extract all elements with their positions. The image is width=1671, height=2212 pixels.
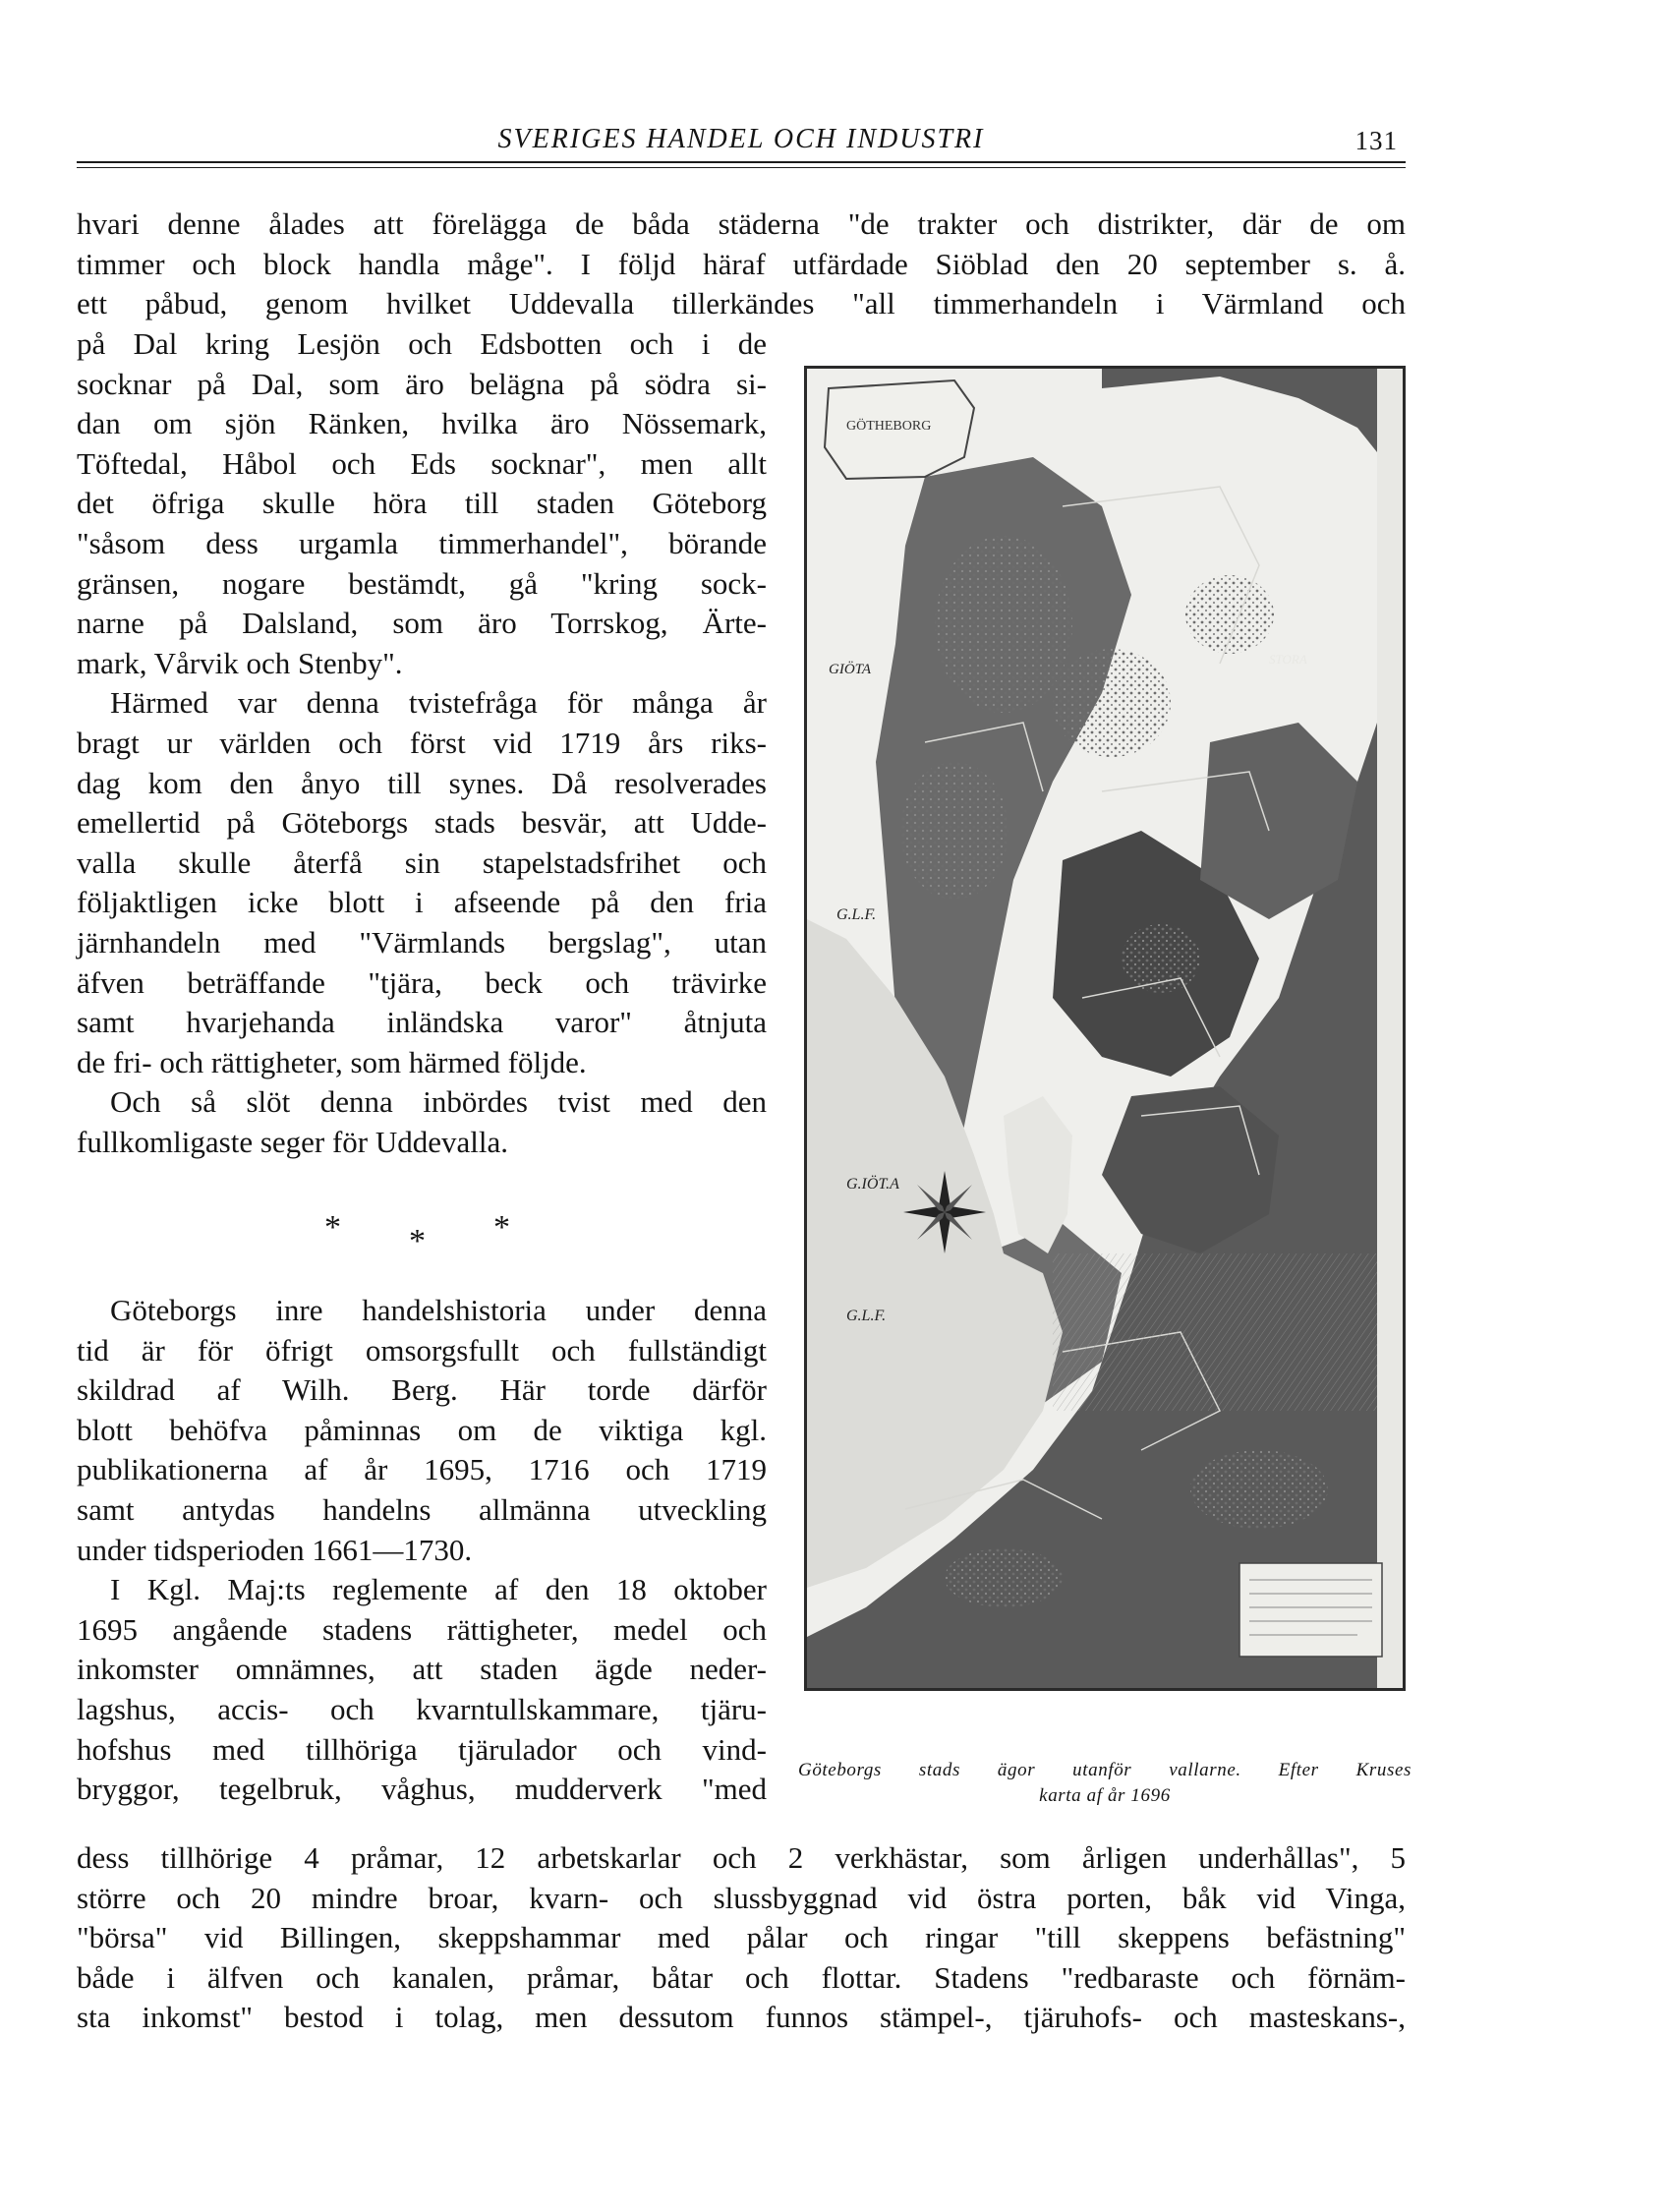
text-line: dan om sjön Ränken, hvilka äro Nössemark, — [77, 406, 767, 441]
text-line: samt antydas handelns allmänna utveckling — [77, 1491, 767, 1527]
page-number: 131 — [1354, 126, 1398, 155]
header-rule-thin — [77, 167, 1406, 168]
text-line: 1695 angående stadens rättigheter, medel och — [77, 1611, 767, 1647]
column-text-upper — [77, 324, 767, 1162]
map-legend-box — [1239, 1563, 1382, 1657]
text-line: hofshus med tillhöriga tjärulador och vind- — [77, 1731, 767, 1767]
text-line: Töftedal, Håbol och Eds socknar", men allt — [77, 445, 767, 481]
text-line: timmer och block handla måge". I följd häraf utfärdade Siöblad den 20 september s. å. — [77, 246, 1406, 281]
text-line: större och 20 mindre broar, kvarn- och slussbyggnad vid östra porten, båk vid Vinga, — [77, 1880, 1406, 1915]
text-line: I Kgl. Maj:ts reglemente af den 18 oktober — [110, 1572, 767, 1607]
section-separator — [324, 1209, 521, 1278]
bottom-paragraph — [77, 1838, 1406, 2038]
text-line: dag kom den ånyo till synes. Då resolverades — [77, 765, 767, 800]
text-line: "börsa" vid Billingen, skeppshammar med pålar och ringar "till skeppens befästning" — [77, 1920, 1406, 1955]
map-label: GÖTHEBORG — [846, 419, 932, 434]
text-line: både i älfven och kanalen, pråmar, båtar och flottar. Stadens "redbaraste och förnäm- — [77, 1959, 1406, 1995]
text-line: publikationerna af år 1695, 1716 och 1719 — [77, 1452, 767, 1487]
text-line: de fri- och rättigheter, som härmed följde. — [77, 1044, 587, 1079]
text-line: gränsen, nogare bestämdt, gå "kring sock- — [77, 565, 767, 601]
text-line: blott behöfva påminnas om de viktiga kgl. — [77, 1412, 767, 1447]
top-paragraph — [77, 204, 1406, 324]
text-line: emellertid på Göteborgs stads besvär, att Udde- — [77, 805, 767, 841]
separator-star: * — [409, 1223, 426, 1259]
text-line: inkomster omnämnes, att staden ägde neder- — [77, 1652, 767, 1687]
map-label: STORA — [1269, 652, 1307, 667]
historical-map-image — [807, 369, 1403, 1688]
map-cartouche — [825, 380, 974, 479]
map-label: G.IÖT.A — [846, 1176, 899, 1193]
running-header — [77, 120, 1406, 161]
text-line: Och så slöt denna inbördes tvist med den — [110, 1084, 767, 1120]
separator-star: * — [493, 1209, 510, 1246]
text-line: narne på Dalsland, som äro Torrskog, Ärte- — [77, 606, 767, 641]
text-line: fullkomligaste seger för Uddevalla. — [77, 1124, 509, 1159]
text-line: "såsom dess urgamla timmerhandel", börande — [77, 525, 767, 560]
map-figure — [804, 366, 1406, 1691]
text-line: lagshus, accis- och kvarntullskammare, tjäru- — [77, 1691, 767, 1726]
caption-line: karta af år 1696 — [1039, 1785, 1171, 1806]
text-line: sta inkomst" bestod i tolag, men dessutom funnos stämpel-, tjäruhofs- och masteskans-, — [77, 2000, 1406, 2035]
text-line: äfven beträffande "tjära, beck och trävirke — [77, 964, 767, 1000]
text-line: hvari denne ålades att förelägga de båda städerna "de trakter och distrikter, där de om — [77, 206, 1406, 241]
map-label: G.L.F. — [846, 1308, 887, 1324]
text-line: dess tillhörige 4 pråmar, 12 arbetskarlar och 2 verkhästar, som årligen underhållas", 5 — [77, 1840, 1406, 1875]
text-line: följaktligen icke blott i afseende på den fria — [77, 885, 767, 920]
figure-caption — [798, 1758, 1412, 1809]
text-line: valla skulle återfå sin stapelstadsfrihet och — [77, 844, 767, 880]
text-line: det öfriga skulle höra till staden Göteborg — [77, 486, 767, 521]
running-title: SVERIGES HANDEL OCH INDUSTRI — [497, 124, 985, 154]
map-label: G.L.F. — [836, 906, 877, 923]
column-text-lower — [77, 1291, 767, 1810]
text-line: bragt ur världen och först vid 1719 års riks- — [77, 725, 767, 760]
text-line: järnhandeln med "Värmlands bergslag", utan — [77, 924, 767, 960]
header-rule — [77, 161, 1406, 163]
text-line: Härmed var denna tvistefråga för många år — [110, 685, 767, 721]
text-line: tid är för öfrigt omsorgsfullt och fullständigt — [77, 1332, 767, 1368]
text-line: under tidsperioden 1661—1730. — [77, 1532, 473, 1567]
text-line: socknar på Dal, som äro belägna på södra si- — [77, 366, 767, 401]
separator-star: * — [324, 1209, 341, 1246]
text-line: mark, Vårvik och Stenby". — [77, 645, 403, 680]
text-line: ett påbud, genom hvilket Uddevalla tillerkändes "all timmerhandeln i Värmland och — [77, 286, 1406, 321]
text-line: samt hvarjehanda inländska varor" åtnjuta — [77, 1005, 767, 1040]
text-line: på Dal kring Lesjön och Edsbotten och i de — [77, 326, 767, 361]
map-label: GIÖTA — [829, 662, 872, 677]
text-line: bryggor, tegelbruk, våghus, mudderverk "med — [77, 1772, 767, 1807]
text-line: Göteborgs inre handelshistoria under denna — [110, 1293, 767, 1327]
text-line: skildrad af Wilh. Berg. Här torde därför — [77, 1372, 767, 1408]
caption-line: Göteborgs stads ägor utanför vallarne. Efter Kruses — [798, 1760, 1412, 1780]
